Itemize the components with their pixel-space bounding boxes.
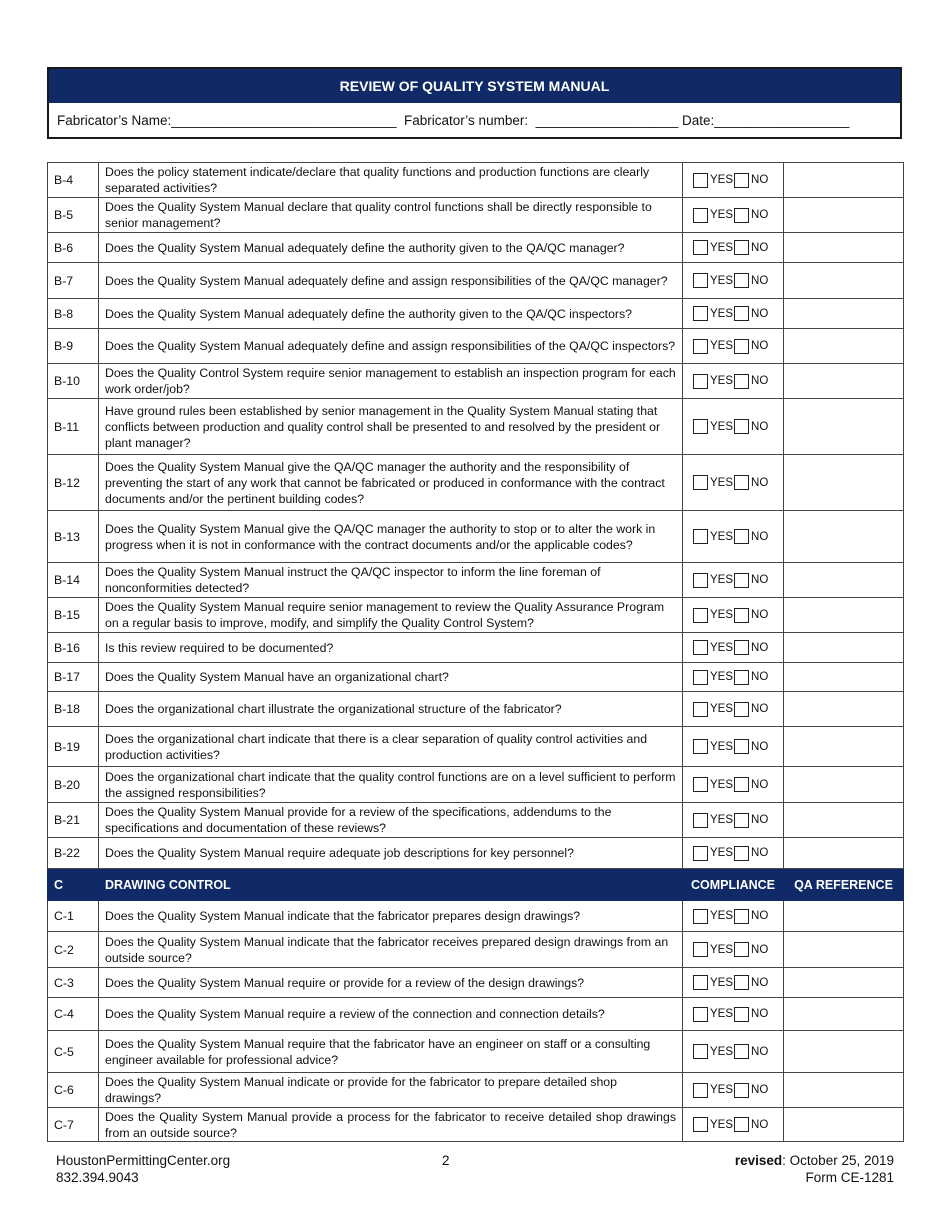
item-id: B-12 [48, 455, 99, 511]
no-label: NO [751, 241, 769, 254]
no-checkbox[interactable] [734, 1083, 749, 1098]
fabricator-info-line: Fabricator’s Name:______________________________ Fabricator’s number: ___________________ Date:__________________ [57, 112, 850, 128]
form-number: Form CE-1281 [805, 1170, 894, 1185]
yes-label: YES [710, 703, 734, 715]
item-id: B-10 [48, 364, 99, 399]
yes-label: YES [710, 1008, 734, 1020]
compliance-cell [683, 563, 784, 598]
table-row [48, 511, 904, 563]
no-label: NO [751, 609, 769, 621]
yes-label: YES [710, 976, 734, 989]
no-label: NO [751, 1045, 769, 1058]
yes-checkbox[interactable] [693, 975, 708, 990]
yes-label: YES [710, 307, 734, 320]
compliance-cell [683, 364, 784, 399]
yes-label: YES [710, 847, 734, 859]
item-id: B-21 [48, 803, 99, 838]
item-question: Does the Quality System Manual adequately define the authority given to the QA/QC inspectors? [99, 299, 683, 329]
yes-label: YES [710, 910, 734, 922]
item-question: Does the organizational chart indicate that the quality control functions are on a level sufficient to perform the assigned responsibilities? [99, 767, 683, 803]
yes-no-group [693, 812, 783, 828]
no-checkbox[interactable] [734, 777, 749, 792]
yes-no-group [693, 1082, 783, 1098]
yes-label: YES [710, 574, 734, 586]
qa-reference-cell[interactable] [784, 1031, 904, 1073]
revised-label: revised [734, 1153, 783, 1168]
yes-checkbox[interactable] [693, 777, 708, 792]
yes-no-group [693, 942, 783, 958]
compliance-cell [683, 399, 784, 455]
yes-label: YES [710, 209, 734, 221]
footer-phone: 832.394.9043 [56, 1170, 139, 1185]
no-checkbox[interactable] [734, 573, 749, 588]
table-row [48, 901, 904, 932]
table-row [48, 803, 904, 838]
qa-reference-cell[interactable] [784, 932, 904, 968]
yes-checkbox[interactable] [693, 208, 708, 223]
yes-no-group [693, 240, 783, 256]
item-id: B-18 [48, 692, 99, 727]
table-row [48, 233, 904, 263]
no-label: NO [751, 847, 769, 859]
compliance-cell [683, 901, 784, 932]
qa-reference-cell[interactable] [784, 633, 904, 663]
item-question: Does the Quality System Manual indicate that the fabricator prepares design drawings? [99, 901, 683, 932]
no-label: NO [751, 943, 769, 956]
compliance-cell [683, 263, 784, 299]
compliance-cell [683, 633, 784, 663]
qa-reference-cell[interactable] [784, 767, 904, 803]
table-row [48, 727, 904, 767]
section-title: DRAWING CONTROL [99, 869, 683, 901]
yes-no-group [693, 701, 783, 717]
item-id: B-13 [48, 511, 99, 563]
table-row [48, 998, 904, 1031]
no-checkbox[interactable] [734, 813, 749, 828]
yes-label: YES [710, 476, 734, 489]
item-question: Does the Quality System Manual give the QA/QC manager the authority to stop or to alter the work in progress when it is not in conformance with the contract documents and/or the applicable codes? [99, 511, 683, 563]
yes-no-group [693, 1006, 783, 1022]
yes-checkbox[interactable] [693, 475, 708, 490]
compliance-cell [683, 767, 784, 803]
yes-no-group [693, 172, 783, 188]
yes-no-group [693, 1117, 783, 1133]
qa-reference-cell[interactable] [784, 1073, 904, 1108]
no-checkbox[interactable] [734, 640, 749, 655]
no-label: NO [751, 641, 769, 654]
compliance-cell [683, 233, 784, 263]
item-id: C-4 [48, 998, 99, 1031]
yes-checkbox[interactable] [693, 1044, 708, 1059]
yes-no-group [693, 207, 783, 223]
item-question: Does the Quality System Manual provide for a review of the specifications, addendums to the specifications and documentation of these reviews? [99, 803, 683, 838]
yes-label: YES [710, 671, 734, 683]
no-checkbox[interactable] [734, 1117, 749, 1132]
no-checkbox[interactable] [734, 846, 749, 861]
item-id: B-22 [48, 838, 99, 869]
item-question: Does the Quality System Manual have an organizational chart? [99, 663, 683, 692]
table-row [48, 163, 904, 198]
no-checkbox[interactable] [734, 273, 749, 288]
yes-checkbox[interactable] [693, 739, 708, 754]
yes-checkbox[interactable] [693, 608, 708, 623]
no-label: NO [751, 1008, 769, 1020]
table-row [48, 1108, 904, 1142]
item-question: Does the Quality System Manual instruct the QA/QC inspector to inform the line foreman of nonconformities detected? [99, 563, 683, 598]
item-question: Does the Quality System Manual adequately define and assign responsibilities of the QA/QC inspectors? [99, 329, 683, 364]
form-title: REVIEW OF QUALITY SYSTEM MANUAL [49, 69, 900, 103]
table-row [48, 692, 904, 727]
item-question: Does the Quality System Manual require adequate job descriptions for key personnel? [99, 838, 683, 869]
no-checkbox[interactable] [734, 173, 749, 188]
yes-label: YES [710, 814, 734, 826]
item-question: Does the Quality System Manual give the QA/QC manager the authority and the responsibility of preventing the start of any work that cannot be fabricated or produced in conformance with the contract documents and/or the pertinent building codes? [99, 455, 683, 511]
qa-reference-cell[interactable] [784, 1108, 904, 1142]
no-checkbox[interactable] [734, 702, 749, 717]
table-row [48, 563, 904, 598]
yes-checkbox[interactable] [693, 273, 708, 288]
yes-checkbox[interactable] [693, 339, 708, 354]
no-checkbox[interactable] [734, 240, 749, 255]
yes-label: YES [710, 778, 734, 791]
yes-label: YES [710, 1118, 734, 1131]
yes-checkbox[interactable] [693, 909, 708, 924]
no-checkbox[interactable] [734, 942, 749, 957]
table-row [48, 633, 904, 663]
section-c-header [48, 869, 904, 901]
qa-reference-cell[interactable] [784, 263, 904, 299]
table-row [48, 455, 904, 511]
table-row [48, 299, 904, 329]
no-checkbox[interactable] [734, 306, 749, 321]
no-checkbox[interactable] [734, 975, 749, 990]
yes-no-group [693, 306, 783, 322]
yes-no-group [693, 975, 783, 991]
footer-revision [735, 1152, 894, 1186]
item-id: B-4 [48, 163, 99, 198]
item-id: B-17 [48, 663, 99, 692]
yes-checkbox[interactable] [693, 1007, 708, 1022]
compliance-header: COMPLIANCE [683, 869, 784, 901]
item-id: B-8 [48, 299, 99, 329]
yes-checkbox[interactable] [693, 813, 708, 828]
table-row [48, 663, 904, 692]
yes-checkbox[interactable] [693, 419, 708, 434]
item-question: Does the organizational chart illustrate the organizational structure of the fabricator? [99, 692, 683, 727]
item-id: B-15 [48, 598, 99, 633]
yes-label: YES [710, 375, 734, 387]
no-label: NO [751, 307, 769, 320]
no-label: NO [751, 530, 769, 543]
qa-reference-cell[interactable] [784, 364, 904, 399]
item-question: Does the Quality System Manual require or provide for a review of the design drawings? [99, 968, 683, 998]
qa-reference-cell[interactable] [784, 998, 904, 1031]
item-id: B-6 [48, 233, 99, 263]
yes-label: YES [710, 340, 734, 352]
yes-label: YES [710, 641, 734, 654]
yes-no-group [693, 845, 783, 861]
item-question: Is this review required to be documented? [99, 633, 683, 663]
table-row [48, 399, 904, 455]
qa-reference-cell[interactable] [784, 803, 904, 838]
table-row [48, 1031, 904, 1073]
item-question: Does the Quality System Manual declare that quality control functions shall be directly responsible to senior management? [99, 198, 683, 233]
compliance-cell [683, 663, 784, 692]
no-checkbox[interactable] [734, 475, 749, 490]
item-question: Does the Quality System Manual require that the fabricator have an engineer on staff or a consulting engineer available for professional advice? [99, 1031, 683, 1073]
yes-no-group [693, 669, 783, 685]
no-label: NO [751, 476, 769, 489]
yes-label: YES [710, 274, 734, 287]
yes-checkbox[interactable] [693, 1117, 708, 1132]
yes-no-group [693, 338, 783, 354]
table-row [48, 598, 904, 633]
no-checkbox[interactable] [734, 1044, 749, 1059]
compliance-cell [683, 803, 784, 838]
item-question: Does the organizational chart indicate that there is a clear separation of quality control activities and production activities? [99, 727, 683, 767]
compliance-cell [683, 838, 784, 869]
yes-checkbox[interactable] [693, 173, 708, 188]
item-id: B-14 [48, 563, 99, 598]
qa-reference-cell[interactable] [784, 968, 904, 998]
no-label: NO [751, 671, 769, 683]
qa-reference-cell[interactable] [784, 455, 904, 511]
yes-checkbox[interactable] [693, 640, 708, 655]
no-label: NO [751, 1118, 769, 1131]
compliance-cell [683, 998, 784, 1031]
checklist-table [47, 162, 904, 1142]
compliance-cell [683, 932, 784, 968]
table-row [48, 1073, 904, 1108]
table-row [48, 968, 904, 998]
yes-no-group [693, 273, 783, 289]
item-id: C-6 [48, 1073, 99, 1108]
revised-date: : October 25, 2019 [782, 1153, 894, 1168]
item-id: C-2 [48, 932, 99, 968]
no-label: NO [751, 703, 769, 715]
no-label: NO [751, 340, 769, 352]
table-row [48, 198, 904, 233]
yes-checkbox[interactable] [693, 1083, 708, 1098]
item-question: Does the Quality Control System require senior management to establish an inspection program for each work order/job? [99, 364, 683, 399]
yes-label: YES [710, 241, 734, 254]
yes-checkbox[interactable] [693, 573, 708, 588]
compliance-cell [683, 163, 784, 198]
table-row [48, 932, 904, 968]
yes-label: YES [710, 943, 734, 956]
compliance-cell [683, 727, 784, 767]
yes-no-group [693, 529, 783, 545]
no-checkbox[interactable] [734, 419, 749, 434]
table-row [48, 263, 904, 299]
item-question: Does the Quality System Manual require a review of the connection and connection details? [99, 998, 683, 1031]
table-row [48, 364, 904, 399]
qa-reference-cell[interactable] [784, 901, 904, 932]
yes-no-group [693, 908, 783, 924]
compliance-cell [683, 329, 784, 364]
item-question: Does the Quality System Manual provide a process for the fabricator to receive detailed shop drawings from an outside source? [99, 1108, 683, 1142]
item-question: Does the Quality System Manual indicate or provide for the fabricator to prepare detailed shop drawings? [99, 1073, 683, 1108]
yes-checkbox[interactable] [693, 374, 708, 389]
item-question: Does the Quality System Manual adequately define and assign responsibilities of the QA/QC manager? [99, 263, 683, 299]
yes-label: YES [710, 420, 734, 433]
footer-website: HoustonPermittingCenter.org [56, 1153, 231, 1168]
item-id: B-7 [48, 263, 99, 299]
compliance-cell [683, 299, 784, 329]
yes-no-group [693, 1044, 783, 1060]
footer-contact [56, 1152, 230, 1186]
no-label: NO [751, 420, 769, 433]
compliance-cell [683, 968, 784, 998]
item-id: C-1 [48, 901, 99, 932]
item-question: Does the Quality System Manual indicate that the fabricator receives prepared design drawings from an outside source? [99, 932, 683, 968]
no-label: NO [751, 976, 769, 989]
no-checkbox[interactable] [734, 909, 749, 924]
table-row [48, 838, 904, 869]
no-label: NO [751, 740, 769, 753]
item-question: Have ground rules been established by senior management in the Quality System Manual stating that conflicts between production and quality control shall be presented to and resolved by the president or plant manager? [99, 399, 683, 455]
no-checkbox[interactable] [734, 208, 749, 223]
no-label: NO [751, 375, 769, 387]
yes-checkbox[interactable] [693, 702, 708, 717]
qa-reference-cell[interactable] [784, 329, 904, 364]
no-label: NO [751, 209, 769, 221]
compliance-cell [683, 1108, 784, 1142]
compliance-cell [683, 1031, 784, 1073]
yes-checkbox[interactable] [693, 846, 708, 861]
no-checkbox[interactable] [734, 670, 749, 685]
no-label: NO [751, 910, 769, 922]
item-id: C-5 [48, 1031, 99, 1073]
yes-checkbox[interactable] [693, 529, 708, 544]
form-header [47, 67, 902, 139]
qa-reference-cell[interactable] [784, 299, 904, 329]
compliance-cell [683, 455, 784, 511]
no-label: NO [751, 574, 769, 586]
yes-label: YES [710, 609, 734, 621]
yes-no-group [693, 640, 783, 656]
item-question: Does the Quality System Manual adequately define the authority given to the QA/QC manager? [99, 233, 683, 263]
compliance-cell [683, 692, 784, 727]
item-id: C-3 [48, 968, 99, 998]
item-question: Does the policy statement indicate/declare that quality functions and production functions are clearly separated activities? [99, 163, 683, 198]
item-id: B-11 [48, 399, 99, 455]
item-id: B-16 [48, 633, 99, 663]
no-label: NO [751, 1084, 769, 1096]
yes-label: YES [710, 174, 734, 186]
qa-reference-cell[interactable] [784, 692, 904, 727]
yes-no-group [693, 419, 783, 435]
table-row [48, 329, 904, 364]
yes-no-group [693, 777, 783, 793]
qa-reference-cell[interactable] [784, 598, 904, 633]
item-id: B-20 [48, 767, 99, 803]
qa-reference-header: QA REFERENCE [784, 869, 904, 901]
yes-no-group [693, 607, 783, 623]
yes-label: YES [710, 530, 734, 543]
item-id: C-7 [48, 1108, 99, 1142]
no-label: NO [751, 274, 769, 287]
compliance-cell [683, 511, 784, 563]
yes-no-group [693, 373, 783, 389]
no-label: NO [751, 174, 769, 186]
no-checkbox[interactable] [734, 339, 749, 354]
no-label: NO [751, 778, 769, 791]
qa-reference-cell[interactable] [784, 233, 904, 263]
compliance-cell [683, 598, 784, 633]
item-id: B-19 [48, 727, 99, 767]
yes-label: YES [710, 1045, 734, 1058]
yes-label: YES [710, 740, 734, 753]
qa-reference-cell[interactable] [784, 563, 904, 598]
yes-checkbox[interactable] [693, 670, 708, 685]
qa-reference-cell[interactable] [784, 727, 904, 767]
no-checkbox[interactable] [734, 374, 749, 389]
yes-checkbox[interactable] [693, 240, 708, 255]
item-question: Does the Quality System Manual require senior management to review the Quality Assurance Program on a regular basis to improve, modify, and simplify the Quality Control System? [99, 598, 683, 633]
item-id: B-9 [48, 329, 99, 364]
qa-reference-cell[interactable] [784, 163, 904, 198]
qa-reference-cell[interactable] [784, 511, 904, 563]
table-row [48, 767, 904, 803]
yes-no-group [693, 572, 783, 588]
qa-reference-cell[interactable] [784, 663, 904, 692]
no-checkbox[interactable] [734, 739, 749, 754]
yes-checkbox[interactable] [693, 306, 708, 321]
no-checkbox[interactable] [734, 608, 749, 623]
qa-reference-cell[interactable] [784, 399, 904, 455]
qa-reference-cell[interactable] [784, 838, 904, 869]
no-label: NO [751, 814, 769, 826]
item-id: B-5 [48, 198, 99, 233]
no-checkbox[interactable] [734, 529, 749, 544]
yes-no-group [693, 475, 783, 491]
no-checkbox[interactable] [734, 1007, 749, 1022]
yes-no-group [693, 739, 783, 755]
yes-label: YES [710, 1084, 734, 1096]
compliance-cell [683, 198, 784, 233]
qa-reference-cell[interactable] [784, 198, 904, 233]
yes-checkbox[interactable] [693, 942, 708, 957]
page-number: 2 [442, 1153, 450, 1168]
section-id: C [48, 869, 99, 901]
compliance-cell [683, 1073, 784, 1108]
